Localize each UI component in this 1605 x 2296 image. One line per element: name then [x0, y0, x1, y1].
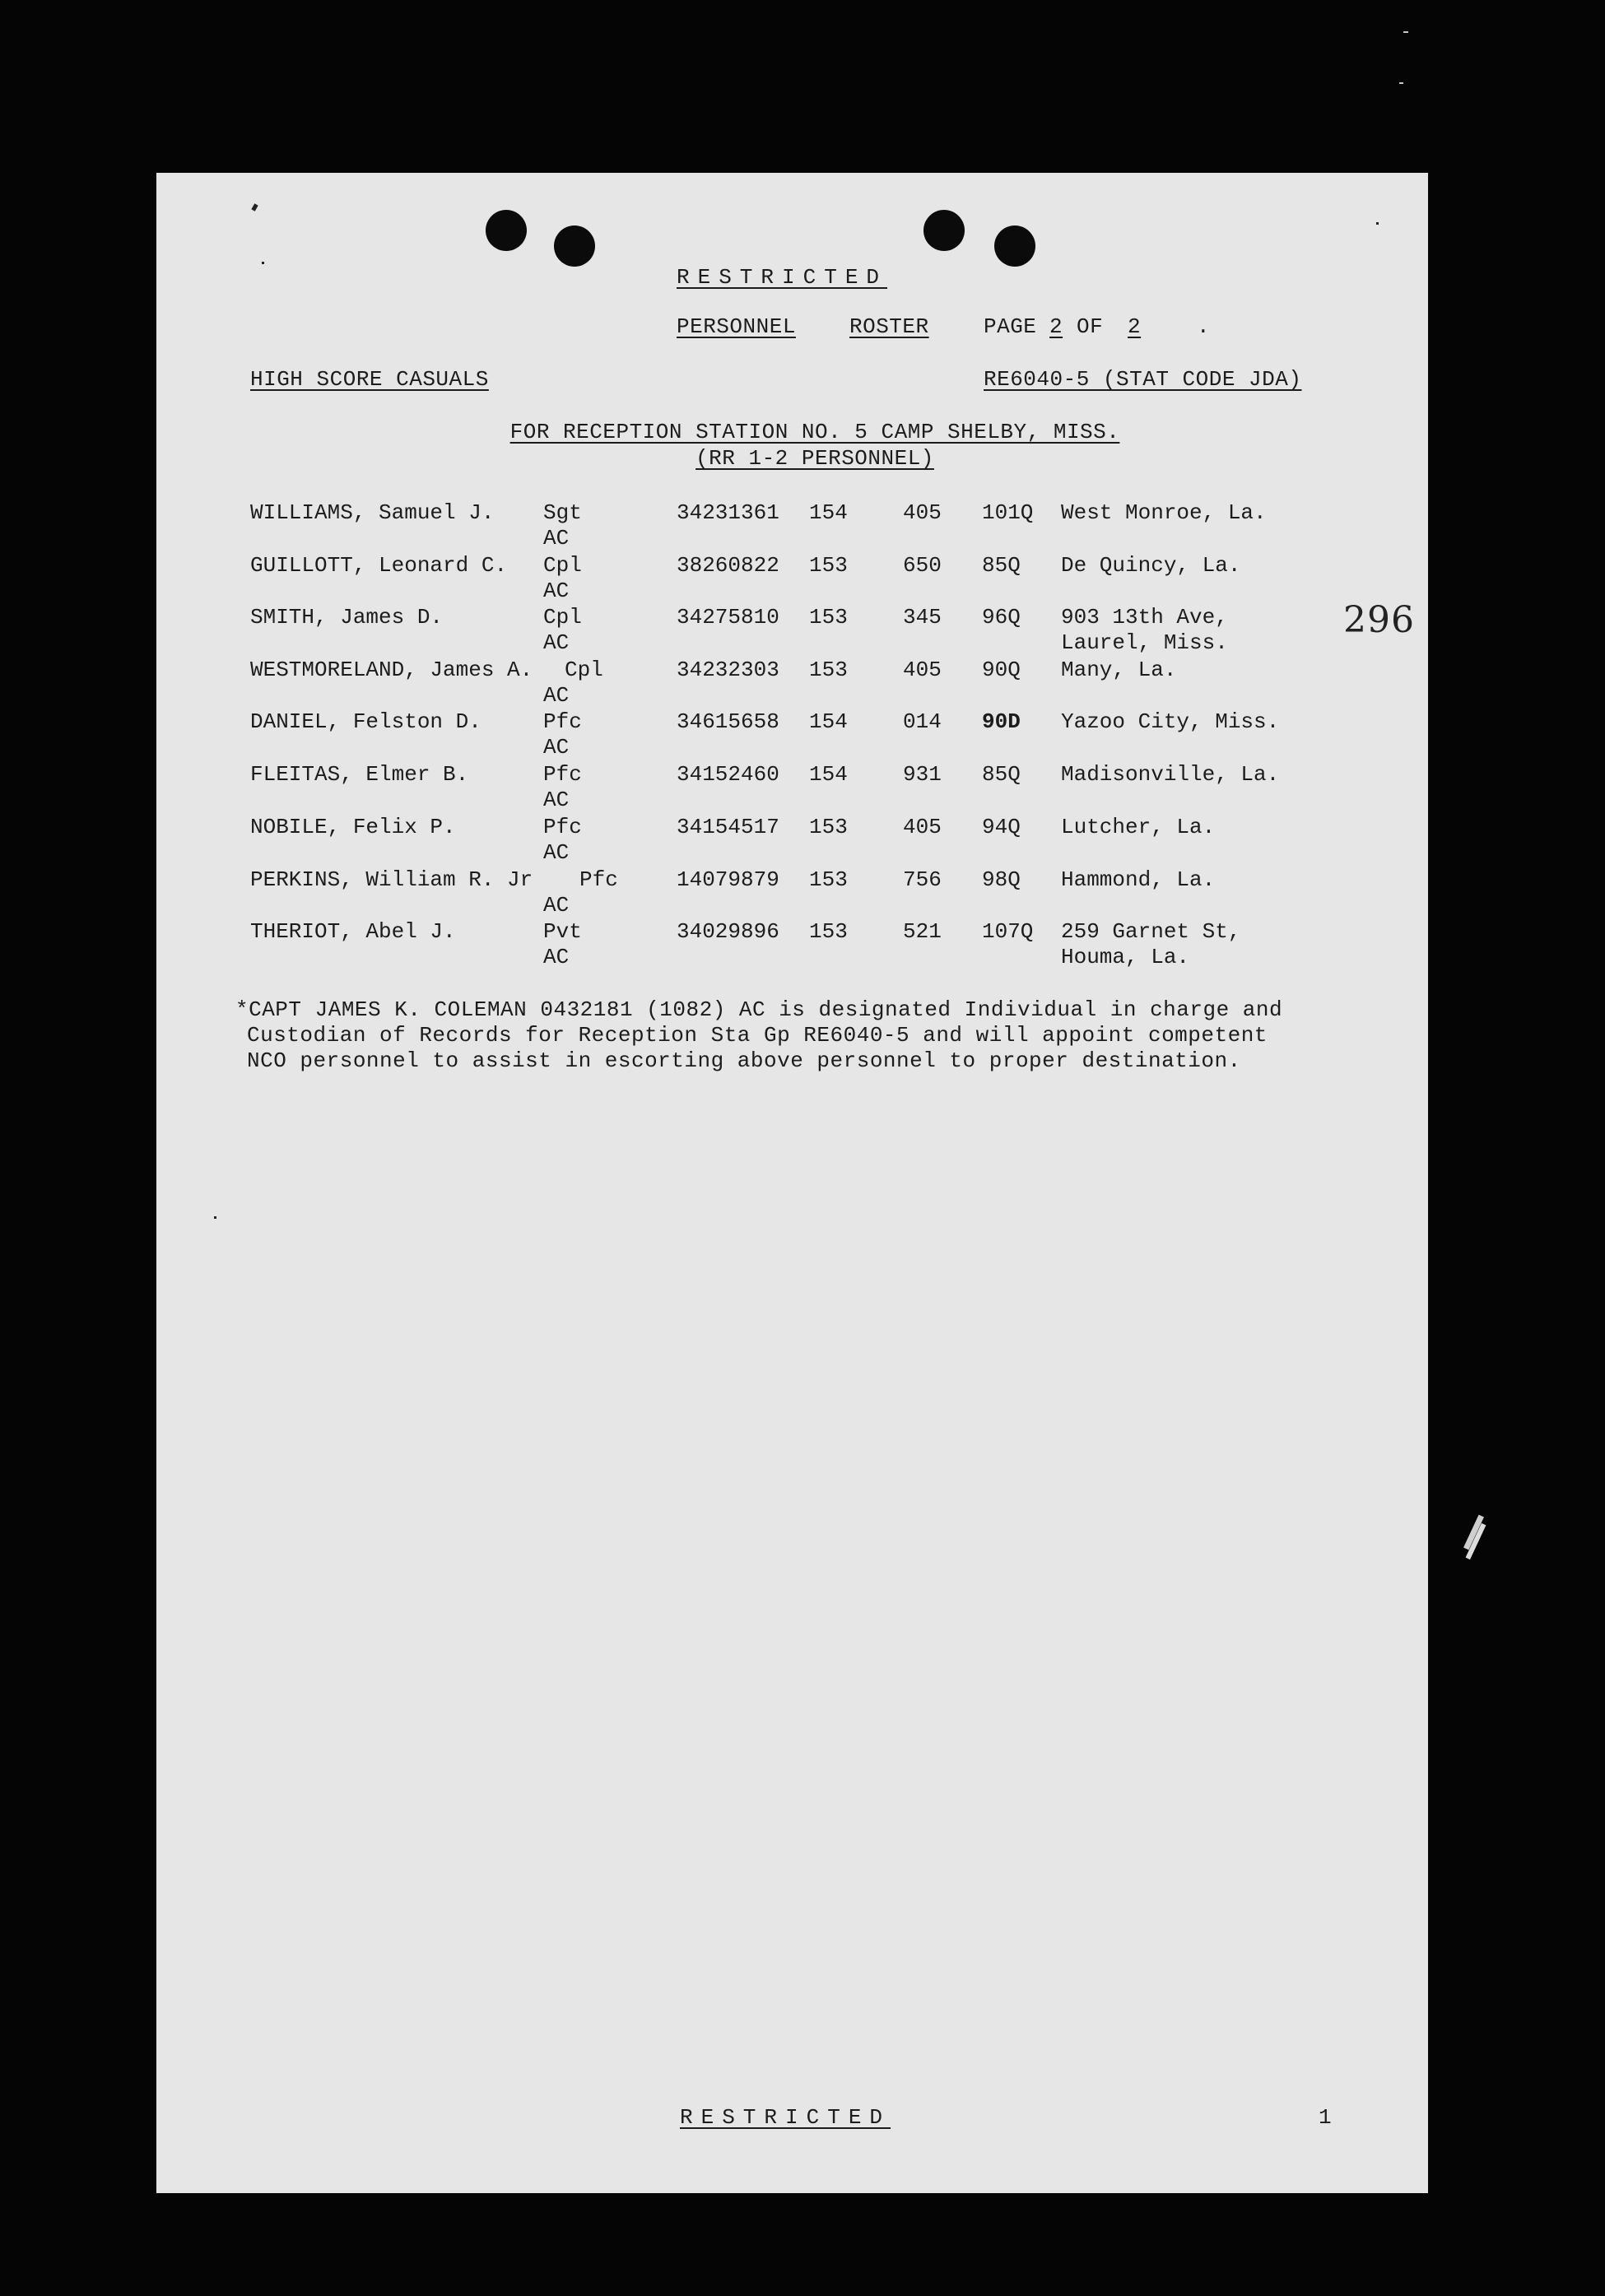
table-row [156, 919, 1428, 972]
speck [1376, 222, 1379, 225]
branch-cell: AC [543, 526, 570, 551]
name-cell: SMITH, James D. [250, 605, 444, 630]
serial-cell: 34154517 [677, 815, 779, 839]
name-cell: WILLIAMS, Samuel J. [250, 500, 495, 525]
code-cell: 153 [809, 605, 848, 630]
grade-cell: Cpl [565, 658, 603, 682]
address-cell: Yazoo City, Miss. [1061, 709, 1280, 734]
branch-cell: AC [543, 945, 570, 969]
grade-cell: Cpl [543, 553, 582, 578]
speck [1399, 82, 1403, 84]
code-cell: 405 [903, 815, 942, 839]
speck [1403, 31, 1408, 33]
branch-cell: AC [543, 683, 570, 708]
code-cell: 153 [809, 658, 848, 682]
code-cell: 153 [809, 553, 848, 578]
code-cell: 521 [903, 919, 942, 944]
grade-cell: Sgt [543, 500, 582, 525]
table-row [156, 553, 1428, 606]
page-end: . [1197, 314, 1211, 339]
serial-cell: 34275810 [677, 605, 779, 630]
page-of-label: OF [1077, 314, 1104, 339]
address-cell: Hammond, La. [1061, 867, 1216, 892]
grade-cell: Cpl [543, 605, 582, 630]
grade-cell: Pfc [543, 762, 582, 787]
address-cell: 259 Garnet St, [1061, 919, 1241, 944]
code-cell: 94Q [982, 815, 1021, 839]
grade-cell: Pfc [543, 709, 582, 734]
punch-hole [923, 210, 965, 251]
page-label: PAGE [984, 314, 1037, 339]
code-cell: 96Q [982, 605, 1021, 630]
code-cell: 153 [809, 815, 848, 839]
table-row [156, 658, 1428, 710]
code-cell: 405 [903, 500, 942, 525]
code-cell: 153 [809, 867, 848, 892]
grade-cell: Pfc [579, 867, 618, 892]
serial-cell: 38260822 [677, 553, 779, 578]
address-cell: West Monroe, La. [1061, 500, 1267, 525]
serial-cell: 34615658 [677, 709, 779, 734]
branch-cell: AC [543, 893, 570, 918]
branch-cell: AC [543, 735, 570, 760]
roster-title-roster: ROSTER [849, 314, 929, 339]
code-cell: 98Q [982, 867, 1021, 892]
code-cell: 756 [903, 867, 942, 892]
code-cell: 154 [809, 709, 848, 734]
station-subline: (RR 1-2 PERSONNEL) [696, 446, 934, 471]
address-cell: Lutcher, La. [1061, 815, 1216, 839]
serial-cell: 34231361 [677, 500, 779, 525]
branch-cell: AC [543, 630, 570, 655]
code-cell: 85Q [982, 553, 1021, 578]
sheet-number: 1 [1319, 2105, 1333, 2130]
document-page [156, 173, 1428, 2193]
classification-header: RESTRICTED [677, 265, 888, 290]
code-cell: 405 [903, 658, 942, 682]
address-cell: Houma, La. [1061, 945, 1190, 969]
code-cell: 107Q [982, 919, 1034, 944]
serial-cell: 34029896 [677, 919, 779, 944]
branch-cell: AC [543, 788, 570, 812]
archive-stamp-number: 296 [1343, 599, 1415, 641]
custodian-note-line: NCO personnel to assist in escorting above personnel to proper destination. [247, 1048, 1241, 1073]
name-cell: WESTMORELAND, James A. [250, 658, 533, 682]
station-line: FOR RECEPTION STATION NO. 5 CAMP SHELBY, MISS. [509, 420, 1120, 444]
code-cell: 650 [903, 553, 942, 578]
custodian-note-line: *CAPT JAMES K. COLEMAN 0432181 (1082) AC is designated Individual in charge and [235, 997, 1283, 1022]
address-cell: Madisonville, La. [1061, 762, 1280, 787]
code-cell: 90Q [982, 658, 1021, 682]
punch-hole [994, 225, 1035, 267]
branch-cell: AC [543, 579, 570, 603]
speck [251, 203, 258, 211]
page-number: 2 [1049, 314, 1063, 339]
table-row [156, 867, 1428, 920]
table-row [156, 605, 1428, 658]
code-cell: 90D [982, 709, 1021, 734]
address-cell: Many, La. [1061, 658, 1177, 682]
serial-cell: 34232303 [677, 658, 779, 682]
table-row [156, 500, 1428, 553]
grade-cell: Pvt [543, 919, 582, 944]
table-row [156, 709, 1428, 762]
custodian-note-line: Custodian of Records for Reception Sta Gp RE6040-5 and will appoint competent [247, 1023, 1268, 1048]
punch-hole [554, 225, 595, 267]
page-total: 2 [1128, 314, 1142, 339]
code-cell: 154 [809, 762, 848, 787]
name-cell: THERIOT, Abel J. [250, 919, 456, 944]
address-cell: Laurel, Miss. [1061, 630, 1228, 655]
classification-footer: RESTRICTED [680, 2105, 891, 2130]
speck [214, 1216, 216, 1219]
address-cell: 903 13th Ave, [1061, 605, 1228, 630]
branch-cell: AC [543, 840, 570, 865]
name-cell: NOBILE, Felix P. [250, 815, 456, 839]
code-cell: 85Q [982, 762, 1021, 787]
name-cell: GUILLOTT, Leonard C. [250, 553, 508, 578]
group-title: HIGH SCORE CASUALS [250, 367, 489, 392]
table-row [156, 815, 1428, 867]
grade-cell: Pfc [543, 815, 582, 839]
code-cell: 154 [809, 500, 848, 525]
serial-cell: 14079879 [677, 867, 779, 892]
code-cell: 101Q [982, 500, 1034, 525]
serial-cell: 34152460 [677, 762, 779, 787]
punch-hole [486, 210, 527, 251]
order-code: RE6040-5 (STAT CODE JDA) [984, 367, 1302, 392]
speck [262, 262, 264, 264]
code-cell: 153 [809, 919, 848, 944]
name-cell: PERKINS, William R. Jr [250, 867, 533, 892]
code-cell: 014 [903, 709, 942, 734]
name-cell: DANIEL, Felston D. [250, 709, 482, 734]
name-cell: FLEITAS, Elmer B. [250, 762, 469, 787]
address-cell: De Quincy, La. [1061, 553, 1241, 578]
roster-title-personnel: PERSONNEL [677, 314, 796, 339]
code-cell: 345 [903, 605, 942, 630]
code-cell: 931 [903, 762, 942, 787]
table-row [156, 762, 1428, 815]
